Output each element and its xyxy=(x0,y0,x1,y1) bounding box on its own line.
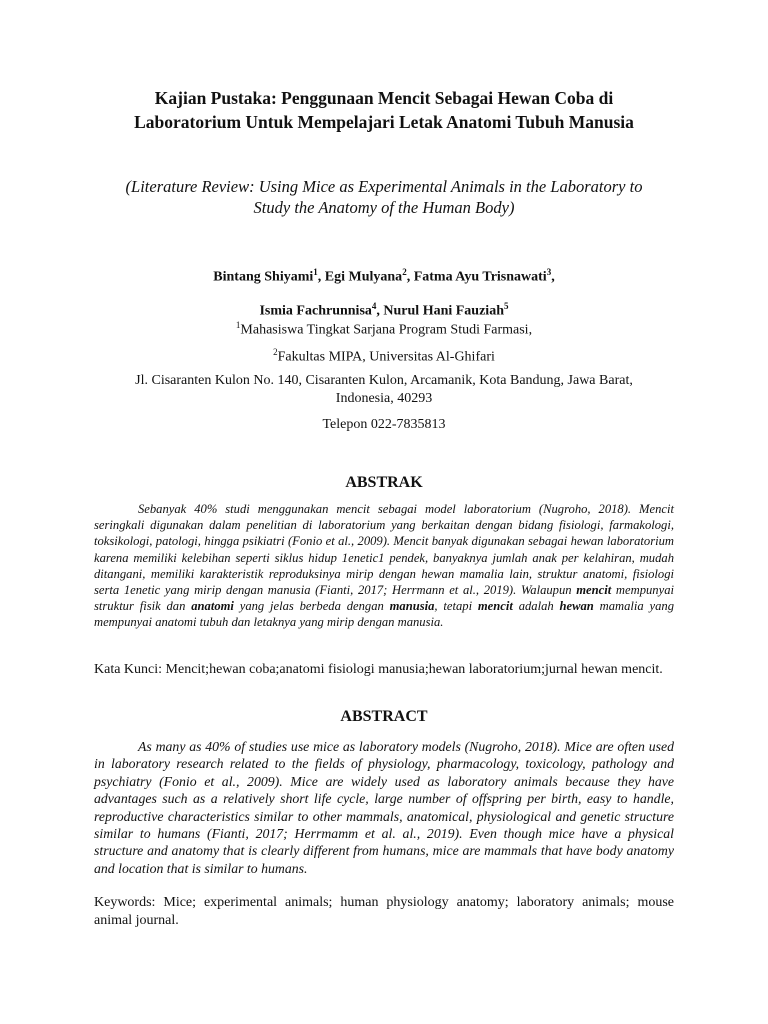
affiliation-text: Fakultas MIPA, Universitas Al-Ghifari xyxy=(277,349,495,365)
abstrak-bold-term: mencit xyxy=(477,599,513,614)
affiliation-sup: 1 xyxy=(235,320,241,330)
title-line-2: Laboratorium Untuk Mempelajari Letak Anatomi Tubuh Manusia xyxy=(134,112,634,132)
abstrak-text: mempunyai struktur fisik dan xyxy=(94,583,674,614)
author-sep: , xyxy=(317,269,325,285)
phone: Telepon 022-7835813 xyxy=(322,417,446,432)
author-name: Ismia Fachrunnisa xyxy=(259,303,372,319)
abstrak-body xyxy=(94,501,674,631)
author-sep: , xyxy=(406,269,414,285)
english-title xyxy=(70,176,698,218)
abstrak-text: Sebanyak 40% studi menggunakan mencit sebagai model laboratorium (Nugroho, 2018). Mencit seringkali digunakan dalam penelitian di laboratorium yang berkaitan dengan bidang fisiologi, farmakologi, toksikologi, patologi, hingga psikiatri (Fonio et al., 2009). Mencit banyak digunakan sebagai hewan laboratorium karena memiliki kelebihan seperti siklus hidup 1enetic1 pendek, banyaknya jumlah anak per kelahiran, mudah ditangani, memiliki karakteristik reproduksinya mirip dengan hewan mamalia lain, struktur anatomi, fisiologi serta 1enetic yang mirip dengan manusia (Fianti, 2017; Herrmann et al., 2019). Walaupun xyxy=(94,502,674,598)
author-name: Egi Mulyana xyxy=(324,269,403,285)
affiliation-2 xyxy=(60,343,708,367)
address-line-2: Indonesia, 40293 xyxy=(335,391,433,406)
abstrak-text: , tetapi xyxy=(434,599,478,614)
address-line-1: Jl. Cisaranten Kulon No. 140, Cisaranten Kulon, Arcamanik, Kota Bandung, Jawa Barat, xyxy=(135,373,633,388)
author-name: Bintang Shiyami xyxy=(213,269,314,285)
abstract-heading: ABSTRACT xyxy=(340,708,428,725)
affiliation-sup: 2 xyxy=(273,347,278,357)
abstrak-text: adalah xyxy=(512,599,560,614)
author-sup: 1 xyxy=(313,267,318,277)
author-sep: , xyxy=(376,303,384,319)
abstrak-bold-term: manusia xyxy=(389,599,435,614)
abstrak-text: yang jelas berbeda dengan xyxy=(233,599,390,614)
author-name: Nurul Hani Fauziah xyxy=(383,303,504,319)
english-title-line-2: Study the Anatomy of the Human Body) xyxy=(253,198,515,217)
author-line-1 xyxy=(60,258,708,292)
abstrak-heading: ABSTRAK xyxy=(345,474,423,491)
author-sup: 2 xyxy=(402,267,407,277)
author-sup: 3 xyxy=(546,267,552,277)
affiliation-text: Mahasiswa Tingkat Sarjana Program Studi Farmasi, xyxy=(240,322,533,338)
abstrak-bold-term: hewan xyxy=(559,599,594,614)
affiliation-1 xyxy=(60,316,708,340)
title-line-1: Kajian Pustaka: Penggunaan Mencit Sebagai Hewan Coba di xyxy=(154,88,614,108)
abstrak-text: mamalia yang mempunyai anatomi tubuh dan letaknya yang mirip dengan manusia. xyxy=(94,599,674,630)
author-sep: , xyxy=(551,269,555,285)
abstract-text: As many as 40% of studies use mice as laboratory models (Nugroho, 2018). Mice are often used in laboratory research related to the fields of physiology, pharmacology, toxicology, pathology and psychiatry (Fonio et al., 2009). Mice are widely used as laboratory animals because they have advantages such as a relatively short life cycle, large number of offspring per birth, easy to handle, reproductive characteristics similar to other mammals, anatomical, physiological and genetic structure similar to humans (Fianti, 2017; Herrmamm et al. al., 2019). Even though mice have a physical structure and anatomy that is clearly different from humans, mice are mammals that have body anatomy and location that is similar to humans. xyxy=(94,739,674,876)
abstrak-bold-term: mencit xyxy=(576,583,612,598)
paper-title xyxy=(60,86,708,134)
keywords: Keywords: Mice; experimental animals; human physiology anatomy; laboratory animals; mouse animal journal. xyxy=(94,895,674,928)
kata-kunci: Kata Kunci: Mencit;hewan coba;anatomi fisiologi manusia;hewan laboratorium;jurnal hewan mencit. xyxy=(94,662,663,677)
author-name: Fatma Ayu Trisnawati xyxy=(413,269,547,285)
address xyxy=(90,372,678,408)
english-title-line-1: (Literature Review: Using Mice as Experimental Animals in the Laboratory to xyxy=(125,177,643,196)
abstrak-bold-term: anatomi xyxy=(191,599,234,614)
abstract-body xyxy=(94,738,674,877)
author-sup: 5 xyxy=(504,300,509,311)
author-sup: 4 xyxy=(371,300,377,311)
